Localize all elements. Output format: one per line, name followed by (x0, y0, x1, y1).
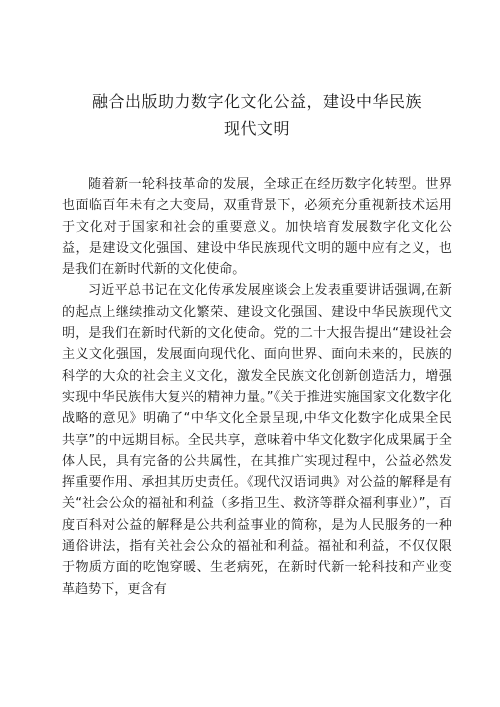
document-title-line-1: 融合出版助力数字化文化公益，建设中华民族 (91, 92, 422, 111)
paragraph-1: 随着新一轮科技革命的发展，全球正在经历数字化转型。世界也面临百年未有之大变局，双重背景下，必须充分重视新技术运用于文化对于国家和社会的重要意义。加快培育发展数字化文化公益，是建设文化强国、建设中华民族现代文明的题中应有之义，也是我们在新时代新的文化使命。 (62, 177, 452, 278)
paragraph-2: 习近平总书记在文化传承发展座谈会上发表重要讲话强调,在新的起点上继续推动文化繁荣、建设文化强国、建设中华民族现代文明，是我们在新时代新的文化使命。党的二十大报告提出“建设社会主义文化强国，发展面向现代化、面向世界、面向未来的，民族的科学的大众的社会主义文化，激发全民族文化创新创造活力，增强实现中华民族伟大复兴的精神力量。”《关于推进实施国家文化数字化战略的意见》明确了“中华文化全景呈现,中华文化数字化成果全民共享”的中远期目标。全民共享，意味着中华文化数字化成果属于全体人民，具有完备的公共属性，在其推广实现过程中，公益必然发挥重要作用、承担其历史责任。《现代汉语词典》对公益的解释是有关“社会公众的福祉和利益（多指卫生、救济等群众福利事业）”，百度百科对公益的解释是公共利益事业的简称，是为人民服务的一种通俗讲法，指有关社会公众的福祉和利益。福祉和利益，不仅仅限于物质方面的吃饱穿暖、生老病死，在新时代新一轮科技和产业变革趋势下，更含有 (62, 283, 452, 597)
document-title (62, 88, 452, 142)
document-title-line-2: 现代文明 (223, 119, 290, 138)
